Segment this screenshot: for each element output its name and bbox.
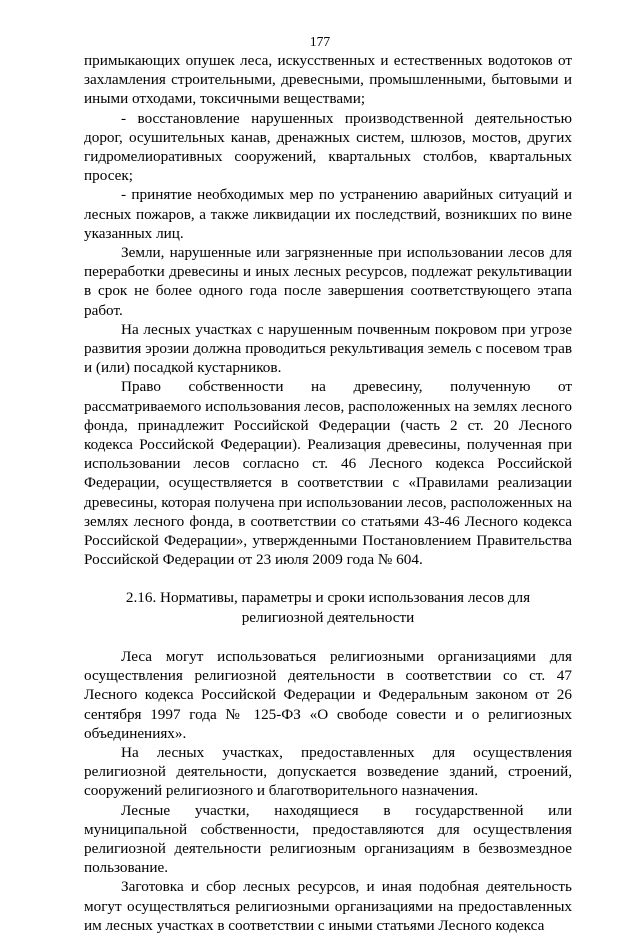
section-heading: 2.16. Нормативы, параметры и сроки использования лесов для религиозной деятельности (125, 589, 531, 626)
paragraph-buildings-allowed: На лесных участках, предоставленных для осуществления религиозной деятельности, допускается возведение зданий, строений, сооружений религиозного и благотворительного назначения. (84, 743, 572, 800)
paragraph-free-use: Лесные участки, находящиеся в государственной или муниципальной собственности, предоставляются для осуществления религиозной деятельности религиозным организациям в безвозмездное пользование. (84, 801, 572, 877)
paragraph-erosion: На лесных участках с нарушенным почвенным покровом при угрозе развития эрозии должна проводиться рекультивация земель с посевом трав и (или) посадкой кустарников. (84, 320, 572, 377)
page-body (84, 51, 572, 935)
paragraph-religious-use: Леса могут использоваться религиозными организациями для осуществления религиозной деятельности в соответствии со ст. 47 Лесного кодекса Российской Федерации и Федеральным законом от 26 сентября 1997 года № 125-ФЗ «О свободе совести и о религиозных объединениях». (84, 647, 572, 742)
paragraph-resource-harvest: Заготовка и сбор лесных ресурсов, и иная подобная деятельность могут осуществляться религиозными организациями на предоставленных им лесных участках в соответствии с иными статьями Лесного кодекса (84, 878, 572, 934)
paragraph-roads-restoration: - восстановление нарушенных производственной деятельностью дорог, осушительных канав, дренажных систем, шлюзов, мостов, других гидромелиоративных сооружений, квартальных столбов, квартальных просек; (84, 109, 572, 185)
page-number: 177 (309, 34, 331, 49)
paragraph-emergency-measures: - принятие необходимых мер по устранению аварийных ситуаций и лесных пожаров, а также ликвидации их последствий, возникших по вине указанных лиц. (84, 186, 572, 242)
paragraph-timber-ownership: Право собственности на древесину, полученную от рассматриваемого использования лесов, расположенных на землях лесного фонда, принадлежит Российской Федерации (часть 2 ст. 20 Лесного кодекса Российской Федерации). Реализация древесины, полученная при использовании лесов согласно ст. 46 Лесного кодекса Российской Федерации, осуществляется в соответствии с «Правилами реализации древесины, которая получена при использовании лесов, расположенных на землях лесного фонда, в соответствии со статьями 43-46 Лесного кодекса Российской Федерации», утвержденными Постановлением Правительства Российской Федерации от 23 июля 2009 года № 604. (84, 378, 572, 569)
paragraph-recultivation-term: Земли, нарушенные или загрязненные при использовании лесов для переработки древесины и иных лесных ресурсов, подлежат рекультивации в срок не более одного года после завершения соответствующего этапа работ. (84, 244, 572, 319)
paragraph-continuation: примыкающих опушек леса, искусственных и естественных водотоков от захламления строительными, древесными, промышленными, бытовыми и иными отходами, токсичными веществами; (84, 52, 572, 108)
